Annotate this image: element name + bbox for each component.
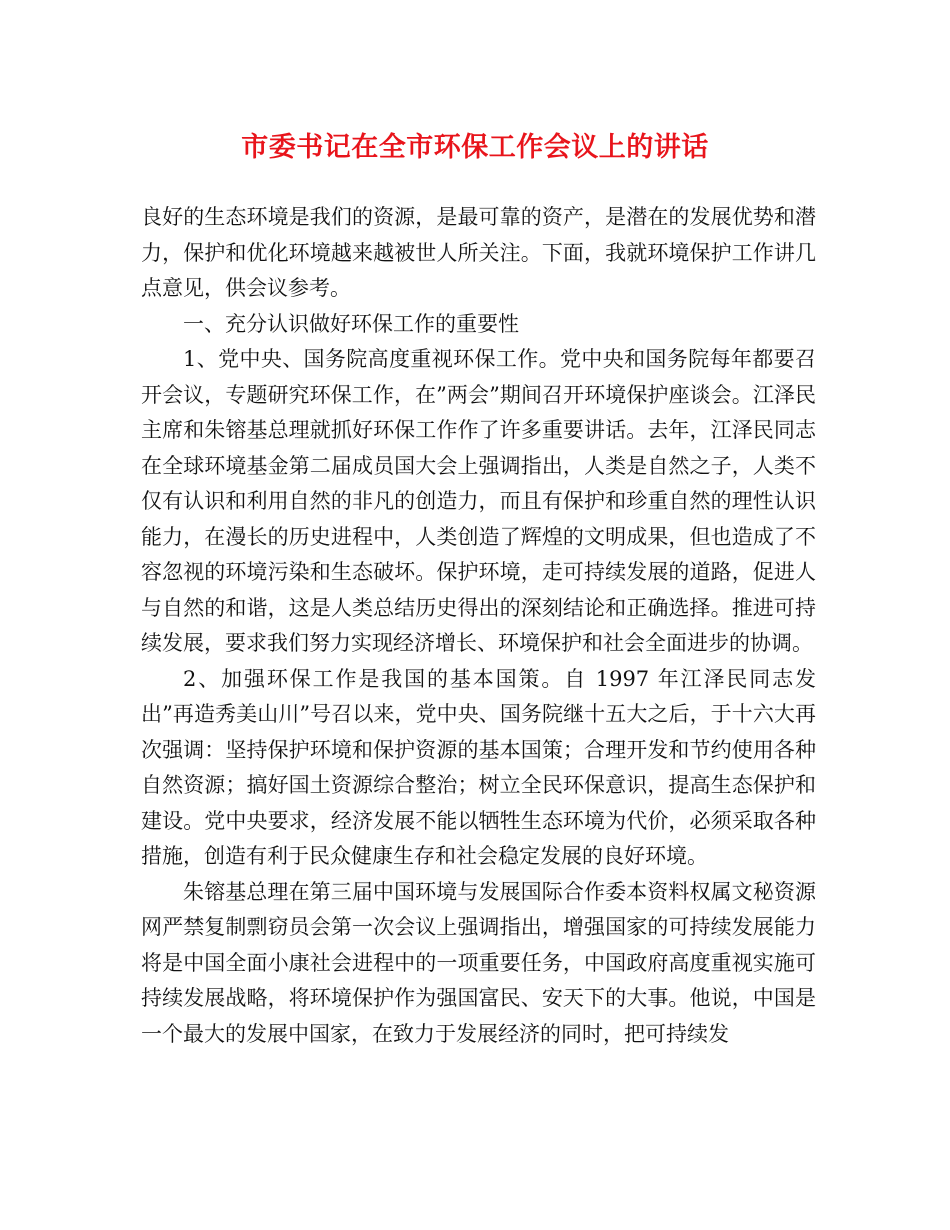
paragraph-zhu-rongji: 朱镕基总理在第三届中国环境与发展国际合作委本资料权属文秘资源网严禁复制剽窃员会第一次会议上强调指出，增强国家的可持续发展能力将是中国全面小康社会进程中的一项重要任务，中国政府高度重视实施可持续发展战略，将环境保护作为强国富民、安天下的大事。他说，中国是一个最大的发展中国家，在致力于发展经济的同时，把可持续发 [141, 879, 816, 1046]
paragraph-intro: 良好的生态环境是我们的资源，是最可靠的资产，是潜在的发展优势和潜力，保护和优化环境越来越被世人所关注。下面，我就环境保护工作讲几点意见，供会议参考。 [141, 205, 816, 300]
section-heading-1: 一、充分认识做好环保工作的重要性 [183, 311, 519, 336]
paragraph-point-2: 2、加强环保工作是我国的基本国策。自 1997 年江泽民同志发出”再造秀美山川”号召以来，党中央、国务院继十五大之后，于十六大再次强调：坚持保护环境和保护资源的基本国策；合理开发和节约使用各种自然资源；搞好国土资源综合整治；树立全民环保意识，提高生态保护和建设。党中央要求，经济发展不能以牺牲生态环境为代价，必须采取各种措施，创造有利于民众健康生存和社会稳定发展的良好环境。 [141, 666, 816, 868]
paragraph-point-1: 1、党中央、国务院高度重视环保工作。党中央和国务院每年都要召开会议，专题研究环保工作，在”两会”期间召开环境保护座谈会。江泽民主席和朱镕基总理就抓好环保工作作了许多重要讲话。去年，江泽民同志在全球环境基金第二届成员国大会上强调指出，人类是自然之子，人类不仅有认识和利用自然的非凡的创造力，而且有保护和珍重自然的理性认识能力，在漫长的历史进程中，人类创造了辉煌的文明成果，但也造成了不容忽视的环境污染和生态破坏。保护环境，走可持续发展的道路，促进人与自然的和谐，这是人类总结历史得出的深刻结论和正确选择。推进可持续发展，要求我们努力实现经济增长、环境保护和社会全面进步的协调。 [141, 347, 816, 655]
document-title: 市委书记在全市环保工作会议上的讲话 [241, 132, 709, 163]
document-body [141, 200, 816, 1052]
